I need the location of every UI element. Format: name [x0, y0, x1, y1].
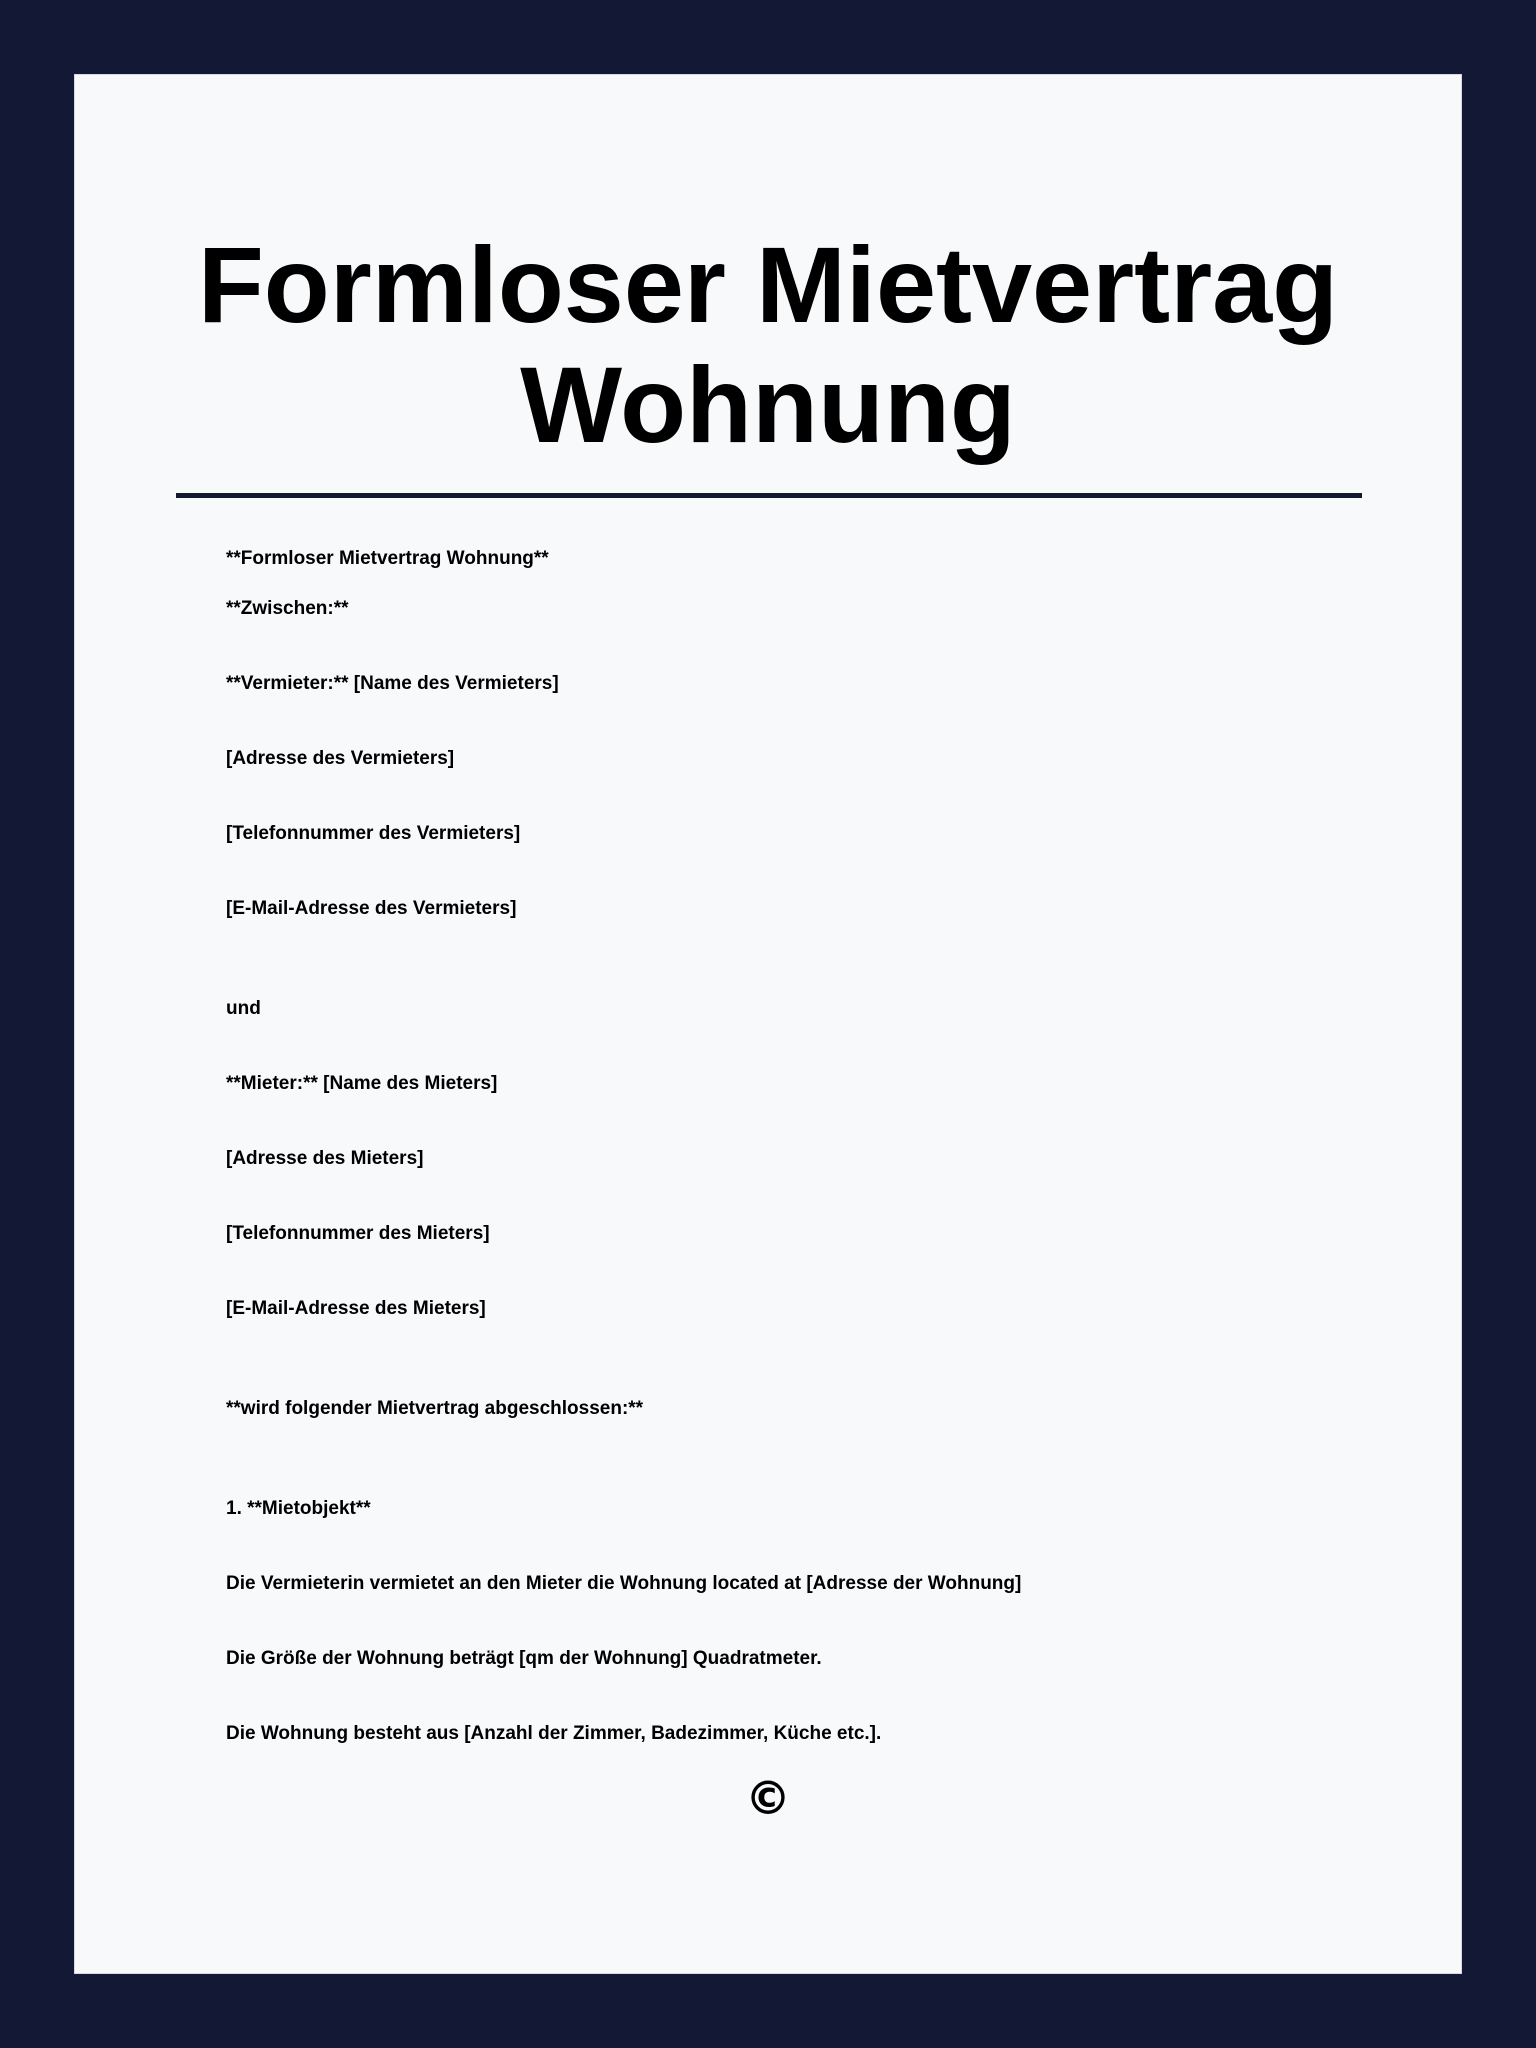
document-line-heading: **Formloser Mietvertrag Wohnung**	[226, 548, 549, 569]
document-line-zwischen: **Zwischen:**	[226, 598, 349, 619]
document-page	[74, 74, 1462, 1974]
document-line-object-address: Die Vermieterin vermietet an den Mieter die Wohnung located at [Adresse der Wohnung]	[226, 1573, 1022, 1594]
document-line-und: und	[226, 998, 261, 1019]
document-line-vermieter-address: [Adresse des Vermieters]	[226, 748, 455, 769]
document-line-mieter-address: [Adresse des Mieters]	[226, 1148, 424, 1169]
document-line-vermieter-email: [E-Mail-Adresse des Vermieters]	[226, 898, 517, 919]
document-line-vermieter-name: **Vermieter:** [Name des Vermieters]	[226, 673, 559, 694]
document-line-section-1: 1. **Mietobjekt**	[226, 1498, 371, 1519]
copyright-icon: ©	[745, 1771, 791, 1825]
document-line-vermieter-phone: [Telefonnummer des Vermieters]	[226, 823, 521, 844]
title-divider	[176, 493, 1362, 498]
document-line-mieter-name: **Mieter:** [Name des Mieters]	[226, 1073, 498, 1094]
document-line-mieter-email: [E-Mail-Adresse des Mieters]	[226, 1298, 486, 1319]
document-line-agreement: **wird folgender Mietvertrag abgeschlossen:**	[226, 1398, 644, 1419]
document-title: Formloser Mietvertrag Wohnung	[197, 224, 1339, 465]
document-line-object-rooms: Die Wohnung besteht aus [Anzahl der Zimmer, Badezimmer, Küche etc.].	[226, 1723, 882, 1744]
document-line-mieter-phone: [Telefonnummer des Mieters]	[226, 1223, 490, 1244]
document-line-object-size: Die Größe der Wohnung beträgt [qm der Wohnung] Quadratmeter.	[226, 1648, 822, 1669]
